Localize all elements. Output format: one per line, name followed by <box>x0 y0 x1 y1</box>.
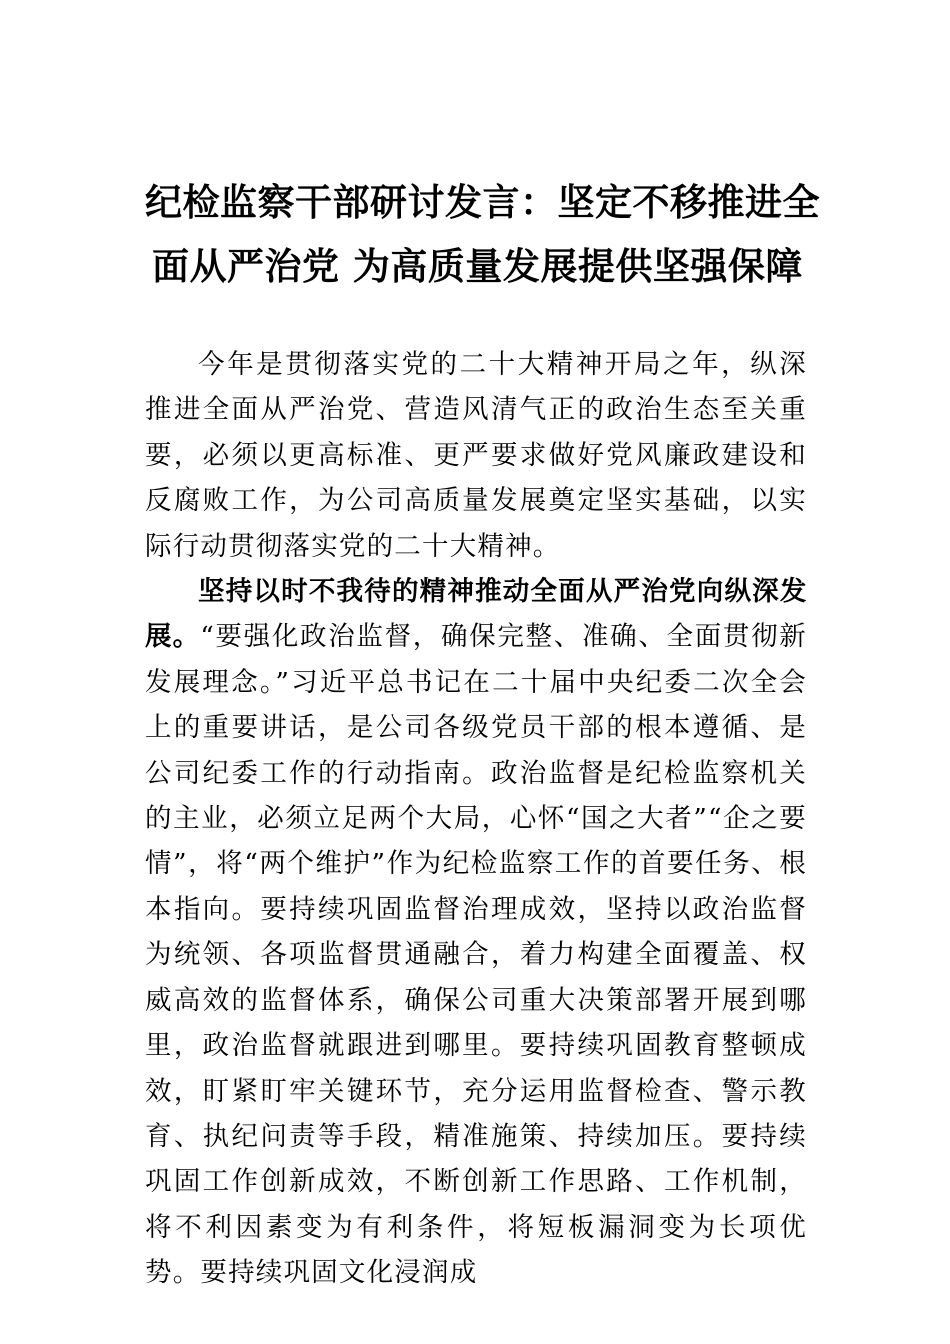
title-line-1: 纪检监察干部研讨发言：坚定不移推进全 <box>145 180 820 224</box>
paragraph-lead-heading: 坚持以时不我待的精神推动全面从严治党向纵深发展。 <box>145 576 807 653</box>
paragraph-text: “要强化政治监督，确保完整、准确、全面贯彻新发展理念。”习近平总书记在二十届中央纪委二次全会上的重要讲话，是公司各级党员干部的根本遵循、是公司纪委工作的行动指南。政治监督是纪检监察机关的主业，必须立足两个大局，心怀“国之大者”“企之要情”，将“两个维护”作为纪检监察工作的首要任务、根本指向。要持续巩固监督治理成效，坚持以政治监督为统领、各项监督贯通融合，着力构建全面覆盖、权威高效的监督体系，确保公司重大决策部署开展到哪里，政治监督就跟进到哪里。要持续巩固教育整顿成效，盯紧盯牢关键环节，充分运用监督检查、警示教育、执纪问责等手段，精准施策、持续加压。要持续巩固工作创新成效，不断创新工作思路、工作机制，将不利因素变为有利条件，将短板漏洞变为长项优势。要持续巩固文化浸润成 <box>145 621 807 1289</box>
title-line-2: 面从严治党 为高质量发展提供坚强保障 <box>152 244 803 288</box>
body-paragraph <box>145 342 807 569</box>
paragraph-text: 今年是贯彻落实党的二十大精神开局之年，纵深推进全面从严治党、营造风清气正的政治生态至关重要，必须以更高标准、更严要求做好党风廉政建设和反腐败工作，为公司高质量发展奠定坚实基础，以实际行动贯彻落实党的二十大精神。 <box>145 349 807 562</box>
body-paragraph <box>145 569 807 1296</box>
document-title <box>145 170 820 298</box>
document-body <box>145 342 807 1296</box>
